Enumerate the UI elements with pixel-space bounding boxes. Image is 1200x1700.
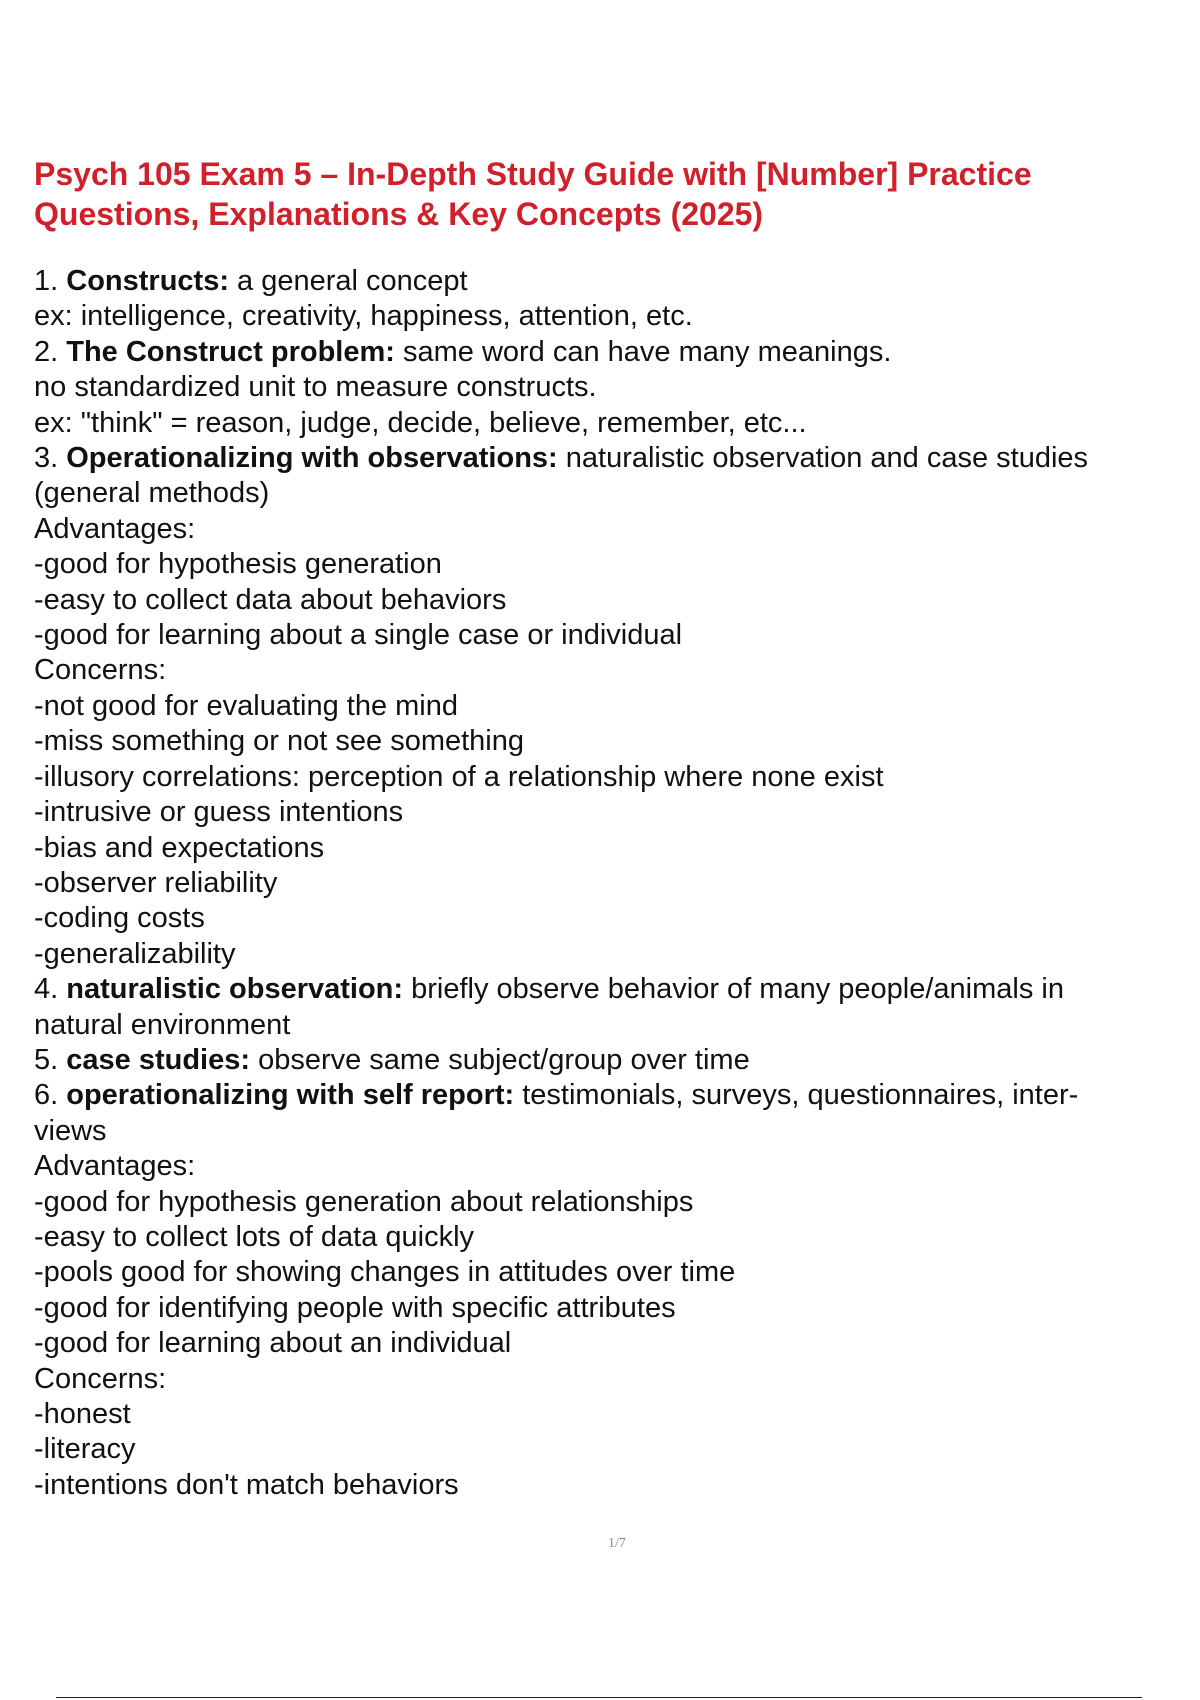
text-line: ex: intelligence, creativity, happiness, attention, etc. (34, 300, 693, 333)
definition-entry (34, 264, 1194, 299)
text-line: Concerns: (34, 1362, 167, 1395)
entry-definition: a general concept (228, 265, 468, 297)
text-line: -honest (34, 1398, 131, 1430)
text-line: -good for identifying people with specific attributes (34, 1291, 676, 1324)
entry-definition: testimonials, surveys, questionnaires, inter- (514, 1079, 1079, 1112)
text-line: ex: "think" = reason, judge, decide, believe, remember, etc... (34, 406, 807, 439)
entry-term: naturalistic observation: (66, 973, 404, 1006)
entry-term: case studies: (66, 1043, 251, 1076)
text-line: -intrusive or guess intentions (34, 796, 404, 829)
entry-number: 1. (34, 265, 59, 297)
text-line: Advantages: (34, 512, 196, 545)
document-title: Psych 105 Exam 5 – In-Depth Study Guide with [Number] Practice Questions, Explanations & Key Concepts (2025) (34, 156, 1032, 232)
text-line: Concerns: (34, 654, 167, 687)
text-line: Advantages: (34, 1150, 196, 1183)
definition-entry (34, 441, 1194, 476)
page-number: 1/7 (608, 1536, 626, 1551)
entry-term: Operationalizing with observations: (66, 442, 558, 475)
text-line: -easy to collect lots of data quickly (34, 1220, 475, 1253)
entry-number: 6. (34, 1079, 59, 1112)
text-line: -observer reliability (34, 866, 278, 899)
entry-definition: same word can have many meanings. (394, 335, 892, 368)
entry-number: 4. (34, 973, 59, 1006)
entry-number: 5. (34, 1043, 59, 1076)
entry-number: 3. (34, 442, 59, 475)
entry-number: 2. (34, 335, 59, 368)
definition-entry (34, 1078, 1194, 1113)
entry-term: The Construct problem: (66, 335, 395, 368)
text-line: -generalizability (34, 937, 236, 970)
entry-definition: observe same subject/group over time (250, 1043, 750, 1076)
text-line: -literacy (34, 1433, 136, 1466)
text-line: -coding costs (34, 902, 205, 935)
text-line: -good for learning about an individual (34, 1327, 512, 1360)
text-line: -good for hypothesis generation about relationships (34, 1185, 694, 1218)
text-line: -bias and expectations (34, 831, 325, 864)
text-line: views (34, 1114, 107, 1147)
entry-term: Constructs: (66, 265, 229, 297)
text-line: -illusory correlations: perception of a relationship where none exist (34, 760, 884, 793)
definition-entry (34, 1043, 1194, 1078)
text-line: no standardized unit to measure constructs. (34, 371, 597, 404)
definition-entry (34, 335, 1194, 370)
text-line: -pools good for showing changes in attitudes over time (34, 1256, 736, 1289)
text-line: -intentions don't match behaviors (34, 1468, 459, 1501)
definition-entry (34, 972, 1194, 1007)
entry-term: operationalizing with self report: (66, 1079, 515, 1112)
text-line: -good for learning about a single case or individual (34, 619, 683, 652)
entry-definition: naturalistic observation and case studies (557, 442, 1089, 475)
footer-divider (56, 1697, 1142, 1698)
entry-definition: briefly observe behavior of many people/animals in (403, 973, 1064, 1006)
text-line: -good for hypothesis generation (34, 548, 442, 581)
text-line: -not good for evaluating the mind (34, 689, 458, 722)
text-line: natural environment (34, 1008, 291, 1041)
text-line: (general methods) (34, 477, 270, 510)
text-line: -easy to collect data about behaviors (34, 583, 507, 616)
study-guide-content (34, 264, 1194, 1503)
text-line: -miss something or not see something (34, 725, 524, 758)
